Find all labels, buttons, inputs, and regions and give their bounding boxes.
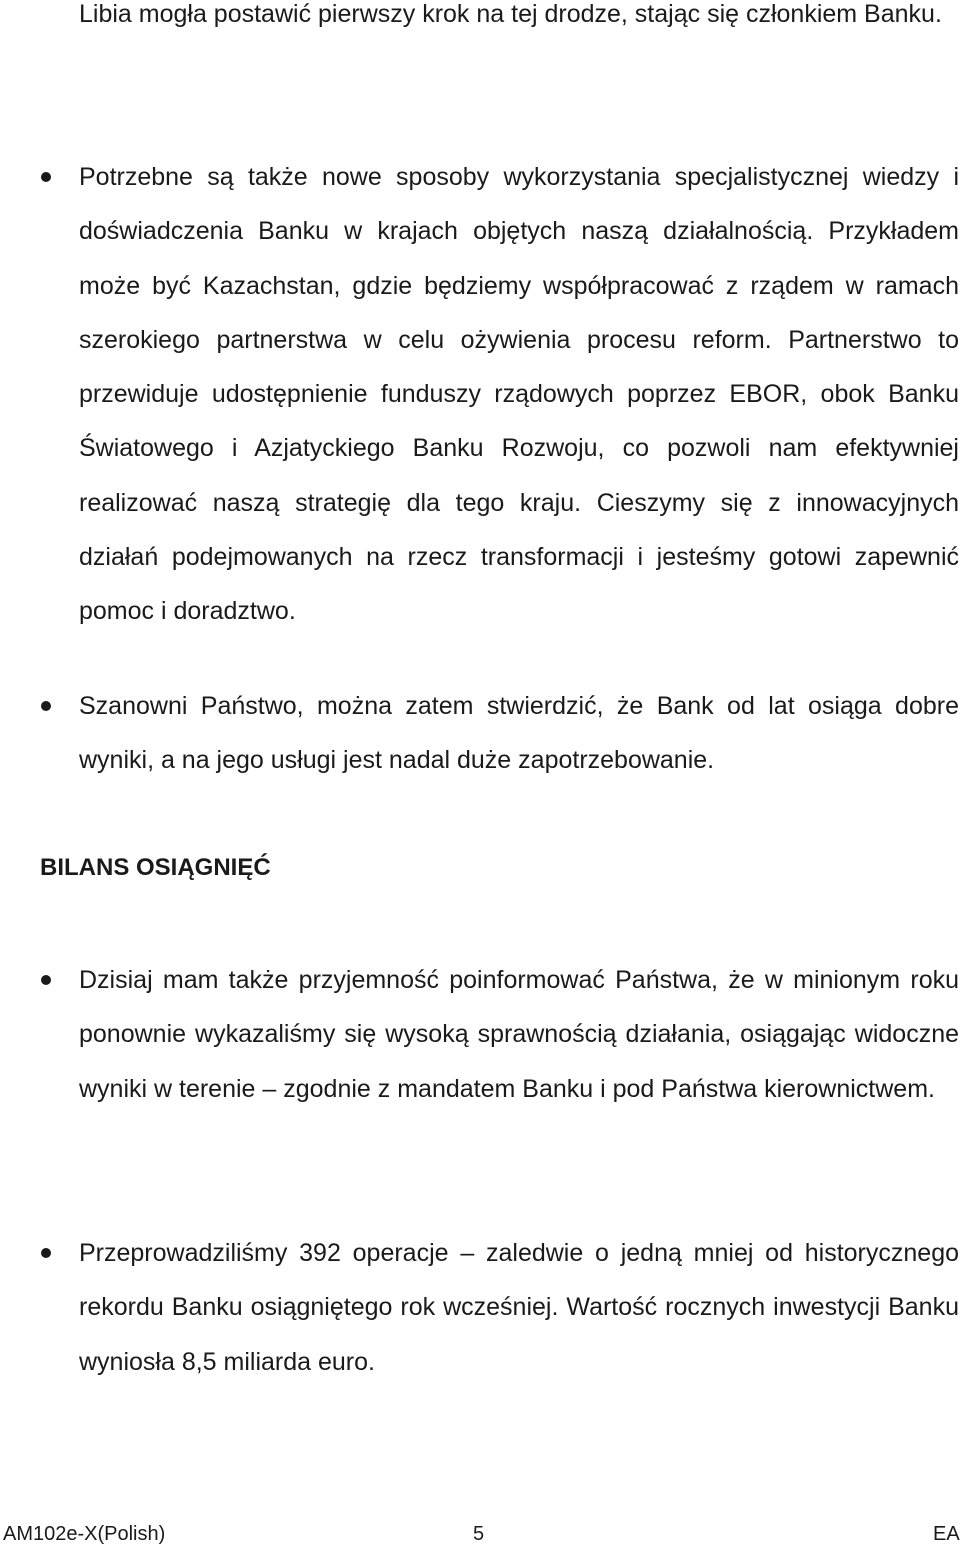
bullet-paragraph-kazakhstan: Potrzebne są także nowe sposoby wykorzystania specjalistycznej wiedzy i doświadczenia Banku w krajach objętych naszą działalnością. Przykładem może być Kazachstan, gdzie będziemy współpracować z rządem w ramach szerokiego partnerstwa w celu ożywienia procesu reform. Partnerstwo to przewiduje udostępnienie funduszy rządowych poprzez EBOR, obok Banku Światowego i Azjatyckiego Banku Rozwoju, co pozwoli nam efektywniej realizować naszą strategię dla tego kraju. Cieszymy się z innowacyjnych działań podejmowanych na rzecz transformacji i jesteśmy gotowi zapewnić pomoc i doradztwo.: [79, 163, 959, 626]
bullet-paragraph-results: Szanowni Państwo, można zatem stwierdzić, że Bank od lat osiąga dobre wyniki, a na jego usługi jest nadal duże zapotrzebowanie.: [79, 692, 959, 775]
bullet-icon: [41, 701, 51, 711]
bullet-icon: [41, 975, 51, 985]
bullet-paragraph-performance: Dzisiaj mam także przyjemność poinformować Państwa, że w minionym roku ponownie wykazaliśmy się wysoką sprawnością działania, osiągając widoczne wyniki w terenie – zgodnie z mandatem Banku i pod Państwa kierownictwem.: [79, 966, 959, 1103]
footer-initials: EA: [933, 1523, 960, 1545]
bullet-icon: [41, 1248, 51, 1258]
footer-page-number: 5: [473, 1523, 485, 1545]
bullet-icon: [41, 172, 51, 182]
footer-document-code: AM102e-X(Polish): [3, 1523, 166, 1545]
section-heading: BILANS OSIĄGNIĘĆ: [40, 854, 271, 881]
bullet-paragraph-operations: Przeprowadziliśmy 392 operacje – zaledwie o jedną mniej od historycznego rekordu Banku osiągniętego rok wcześniej. Wartość rocznych inwestycji Banku wyniosła 8,5 miliarda euro.: [79, 1239, 959, 1376]
intro-paragraph: Libia mogła postawić pierwszy krok na tej drodze, stając się członkiem Banku.: [79, 0, 942, 28]
